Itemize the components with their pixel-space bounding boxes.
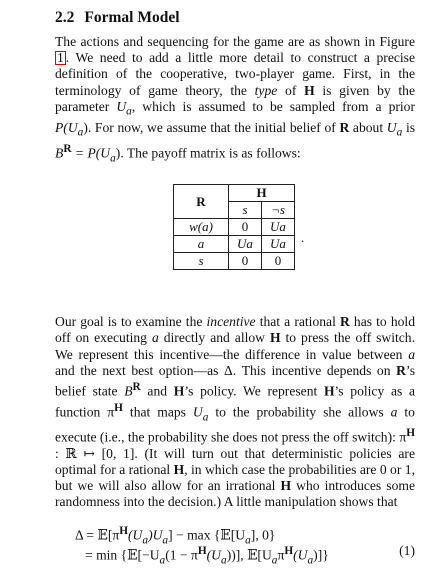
- col-label-not-s: ¬s: [271, 202, 285, 218]
- payoff-cell: Ua: [262, 219, 295, 236]
- payoff-cell: 0: [229, 253, 262, 270]
- section-number: 2.2: [55, 9, 75, 26]
- equation-delta: [55, 521, 415, 565]
- payoff-cell: 0: [229, 219, 262, 236]
- equation-line-1: $\Delta = 𝔼[\pi^H(U_a)U_a] - \max$ {$𝔼[U_a]$, 0}: [75, 524, 276, 546]
- row-label: a: [197, 236, 205, 252]
- section-title: Formal Model: [84, 9, 180, 26]
- payoff-matrix-container: [55, 184, 415, 294]
- payoff-row: [174, 236, 295, 253]
- payoff-cell: Ua: [262, 236, 295, 253]
- section-heading: [55, 8, 415, 28]
- paper-page: [55, 8, 415, 565]
- paragraph-formal-model: The actions and sequencing for the game are as shown in Figure 1 . We need to add a little more detail to construct a precise definition of the cooperative, two-player game. First, in the terminology of game theory, the type of H is given by the parameter $U_a$, which is assumed to be sampled from a prior $P(U_a)$. For now, we assume that the initial belief of R about $U_a$ is $B^R = P(U_a)$. The payoff matrix is as follows:: [55, 34, 416, 164]
- equation-number: (1): [399, 542, 415, 558]
- table-trailing-period: .: [301, 230, 305, 246]
- figure-reference-link[interactable]: 1: [57, 50, 64, 66]
- payoff-row: [174, 219, 295, 236]
- col-player-header: H: [229, 185, 295, 202]
- row-label: s: [198, 253, 204, 269]
- payoff-cell: 0: [262, 253, 295, 270]
- paragraph-incentive: Our goal is to examine the incentive that a rational R has to hold off on executing a directly and allow H to press the off switch. We represent this incentive—the difference in value between a and the next best option—as Δ. This incentive depends on R’s belief state $B^R$ and H’s policy. We represent H’s policy as a function $\pi^H$ that maps $U_a$ to the probability she allows a to execute (i.e., the probability she does not press the off switch): $\pi^H$ : ℝ ↦ [0, 1]. (It will turn out that deterministic policies are optimal for a rational H, in which case the probabilities are 0 or 1, but we will also allow for an irrational H who introduces some randomness into the decision.) A little manipulation shows that: [55, 314, 415, 510]
- payoff-matrix: [173, 184, 295, 270]
- equation-line-2: = $\min \{𝔼[-U_a(1 - \pi^H(U_a))]$, $𝔼[U_a\pi^H(U_a)]$}: [85, 544, 329, 566]
- payoff-row: [174, 253, 295, 270]
- row-player-header: R: [174, 185, 229, 219]
- row-label: w(a): [189, 219, 213, 235]
- payoff-cell: Ua: [229, 236, 262, 253]
- col-label-s: s: [242, 202, 248, 218]
